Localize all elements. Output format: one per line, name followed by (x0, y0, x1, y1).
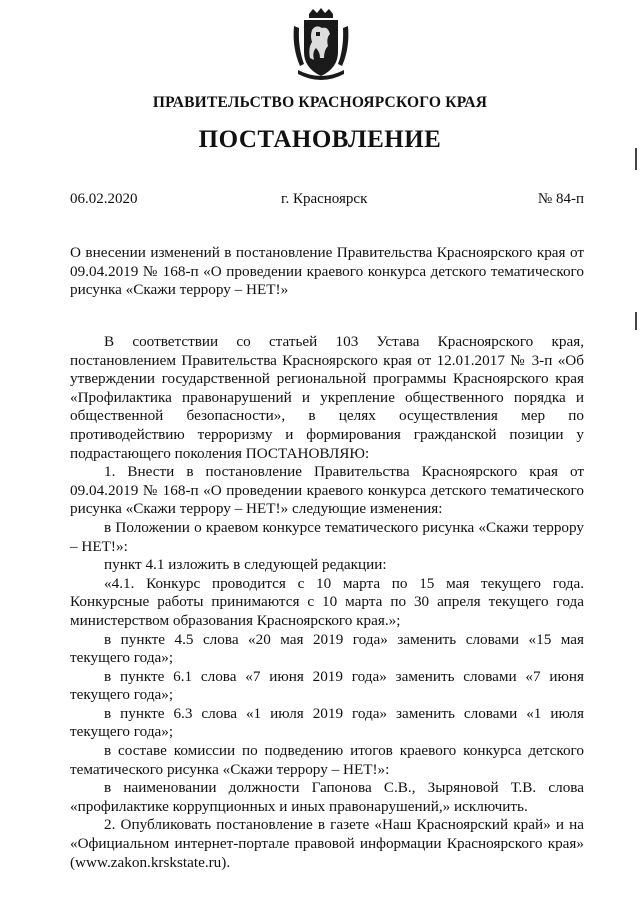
body-paragraph: 1. Внести в постановление Правительства Красноярского края от 09.04.2019 № 168-п «О проведении краевого конкурса детского тематического рисунка «Скажи террору – НЕТ!» следующие изменения: (70, 463, 584, 518)
body-paragraph: в пункте 4.5 слова «20 мая 2019 года» заменить словами «15 мая текущего года»; (70, 630, 584, 667)
coat-of-arms-icon (290, 8, 352, 80)
document-body (70, 333, 584, 872)
body-paragraph: пункт 4.1 изложить в следующей редакции: (104, 556, 387, 574)
body-paragraph: В соответствии со статьей 103 Устава Красноярского края, постановлением Правительства Красноярского края от 12.01.2017 № 3-п «Об утверждении государственной региональной программы Красноярского края «Профилактика правонарушений и укрепление общественного порядка и общественной безопасности», в целях осуществления мер по противодействию терроризму и формирования гражданской позиции у подрастающего поколения ПОСТАНОВЛЯЮ: (70, 333, 584, 462)
government-name: ПРАВИТЕЛЬСТВО КРАСНОЯРСКОГО КРАЯ (152, 94, 488, 111)
body-paragraph: в составе комиссии по подведению итогов краевого конкурса детского тематического рисунка «Скажи террору – НЕТ!»: (70, 742, 584, 778)
body-paragraph: в Положении о краевом конкурсе тематического рисунка «Скажи террору – НЕТ!»: (70, 518, 584, 555)
body-paragraph: в наименовании должности Гапонова С.В., Зыряновой Т.В. слова «профилактике коррупционных и иных правонарушений,» исключить. (70, 779, 584, 815)
scan-edge-mark (635, 312, 637, 330)
document-date: 06.02.2020 (70, 191, 138, 207)
body-paragraph: 2. Опубликовать постановление в газете «Наш Красноярский край» и на «Официальном интернет-портале правовой информации Красноярского края» (www.zakon.krskstate.ru). (70, 816, 584, 871)
body-paragraph: в пункте 6.3 слова «1 июля 2019 года» заменить словами «1 июля текущего года»; (70, 704, 584, 741)
document-city: г. Красноярск (281, 191, 368, 207)
document-type-title: ПОСТАНОВЛЕНИЕ (198, 126, 442, 153)
body-paragraph: «4.1. Конкурс проводится с 10 марта по 15 мая текущего года. Конкурсные работы принимаются с 10 марта по 30 апреля текущего года министерством образования Красноярского края.»; (70, 574, 584, 629)
document-number: № 84-п (537, 191, 584, 207)
scan-edge-mark (635, 148, 637, 170)
body-paragraph: в пункте 6.1 слова «7 июня 2019 года» заменить словами «7 июня текущего года»; (70, 667, 584, 704)
document-subject: О внесении изменений в постановление Правительства Красноярского края от 09.04.2019 № 168-п «О проведении краевого конкурса детского тематического рисунка «Скажи террору – НЕТ!» (70, 244, 584, 299)
